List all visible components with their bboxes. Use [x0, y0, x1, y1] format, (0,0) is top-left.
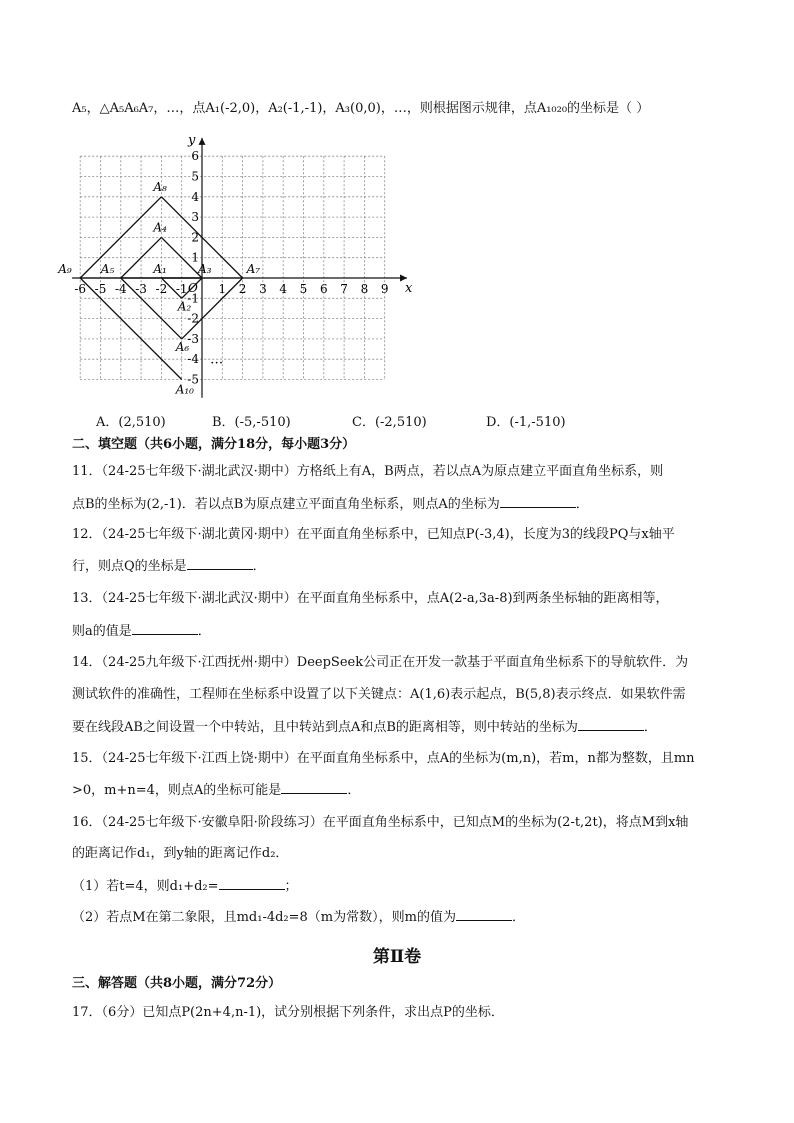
option-b: B．(-5,-510) — [212, 415, 291, 430]
x-tick-label: 4 — [279, 282, 288, 296]
y-tick-label: 5 — [191, 169, 199, 184]
y-tick-label: 3 — [191, 210, 199, 225]
question-intro-line: A₅，△A₅A₆A₇，…，点A₁(-2,0)，A₂(-1,-1)，A₃(0,0)，…，则根据图示规律，点A₁₀₂₀的坐标是（ ） — [72, 101, 650, 116]
point-label: A₈ — [153, 179, 167, 194]
point-label: A₇ — [246, 262, 261, 276]
option-c: C．(-2,510) — [352, 415, 427, 430]
ellipsis-label: … — [210, 352, 224, 368]
q16-sub1-text: （1）若t=4，则d₁+d₂= — [72, 879, 219, 894]
section2-heading: 二、填空题（共6小题，满分18分，每小题3分） — [72, 437, 356, 452]
q11-line1: 11．（24-25七年级下·湖北武汉·期中）方格纸上有A，B两点，若以点A为原点建立平面直角坐标系，则 — [72, 464, 664, 479]
q13-line2 — [72, 621, 211, 641]
q11-end: ． — [575, 497, 589, 512]
origin-label: O — [188, 281, 198, 295]
q13-end: ． — [197, 624, 211, 639]
q16-sub1-answer-blank[interactable] — [219, 876, 285, 890]
x-tick-label: -3 — [135, 282, 147, 296]
q16-sub1 — [72, 876, 298, 896]
section3-heading: 三、解答题（共8小题，满分72分） — [72, 976, 282, 991]
x-tick-label: 8 — [360, 282, 369, 296]
x-tick-label: -2 — [155, 282, 168, 296]
q11-answer-blank[interactable] — [500, 494, 576, 508]
y-tick-label: 4 — [191, 189, 199, 204]
triangle-edge — [121, 278, 182, 339]
q15-line2 — [72, 780, 360, 800]
y-tick-label: 2 — [191, 230, 199, 245]
point-label: A₃ — [198, 262, 212, 276]
x-tick-label: 1 — [218, 282, 227, 296]
y-axis-arrow — [199, 138, 206, 145]
q12-line2 — [72, 556, 266, 576]
x-tick-label: 3 — [259, 282, 267, 296]
q16-sub2-end: ． — [511, 910, 525, 925]
x-tick-label: -5 — [94, 282, 107, 296]
y-tick-label: 6 — [191, 149, 199, 164]
point-label: A₁ — [153, 262, 167, 276]
x-tick-label: 5 — [299, 282, 308, 296]
x-tick-label: -1 — [175, 282, 188, 296]
y-tick-label: 1 — [191, 250, 199, 265]
q16-sub1-end: ； — [284, 879, 298, 894]
q14-text: 要在线段AB之间设置一个中转站，且中转站到点A和点B的距离相等，则中转站的坐标为 — [72, 720, 578, 735]
x-tick-label: 6 — [319, 282, 328, 296]
y-tick-label: -4 — [187, 352, 199, 367]
option-d: D．(-1,-510) — [486, 415, 566, 430]
x-axis-label: x — [405, 281, 413, 296]
y-tick-label: -3 — [187, 331, 199, 346]
q11-line2 — [72, 494, 589, 514]
q15-end: ． — [347, 783, 361, 798]
point-label: A₁₀ — [175, 382, 194, 397]
x-tick-label: -6 — [74, 282, 87, 296]
q15-text: >0，m+n=4，则点A的坐标可能是 — [72, 783, 282, 798]
point-label: A₄ — [153, 220, 167, 235]
q14-answer-blank[interactable] — [578, 717, 644, 731]
coordinate-figure — [58, 128, 426, 403]
q13-text: 则a的值是 — [72, 624, 132, 639]
y-tick-label: -2 — [187, 311, 199, 326]
point-label: A₂ — [177, 299, 192, 314]
q16-sub2-text: （2）若点M在第二象限，且md₁-4d₂=8（m为常数），则m的值为 — [72, 910, 456, 925]
x-tick-label: 2 — [238, 282, 247, 296]
q14-line3 — [72, 717, 657, 737]
q12-answer-blank[interactable] — [187, 556, 253, 570]
q14-end: ． — [643, 720, 657, 735]
q13-answer-blank[interactable] — [132, 621, 198, 635]
q12-text: 行，则点Q的坐标是 — [72, 559, 187, 574]
q11-text: 点B的坐标为(2,-1)．若以点B为原点建立平面直角坐标系，则点A的坐标为 — [72, 497, 500, 512]
q13-line1: 13．（24-25七年级下·湖北武汉·期中）在平面直角坐标系中，点A(2-a,3a-8)到两条坐标轴的距离相等， — [72, 591, 669, 606]
q12-line1: 12．（24-25七年级下·湖北黄冈·期中）在平面直角坐标系中，已知点P(-3,4)，长度为3的线段PQ与x轴平 — [72, 527, 675, 542]
q16-sub2 — [72, 907, 525, 927]
q16-line1: 16．（24-25七年级下·安徽阜阳·阶段练习）在平面直角坐标系中，已知点M的坐标为(2-t,2t)，将点M到x轴 — [72, 815, 689, 830]
x-tick-label: -4 — [114, 282, 127, 296]
point-label: A₅ — [100, 262, 115, 276]
part2-title: 第Ⅱ卷 — [372, 947, 422, 967]
q16-sub2-answer-blank[interactable] — [456, 907, 512, 921]
option-a: A．(2,510) — [96, 415, 166, 430]
point-label: A₆ — [175, 339, 190, 354]
q15-line1: 15．（24-25七年级下·江西上饶·期中）在平面直角坐标系中，点A的坐标为(m,n)，若m，n都为整数，且mn — [72, 751, 695, 766]
y-axis-label: y — [188, 132, 196, 148]
q15-answer-blank[interactable] — [281, 780, 347, 794]
y-tick-label: -1 — [187, 291, 199, 306]
point-label: A₉ — [58, 262, 72, 276]
q14-line1: 14．（24-25九年级下·江西抚州·期中）DeepSeek公司正在开发一款基于平面直角坐标系下的导航软件．为 — [72, 655, 689, 670]
x-tick-label: 7 — [340, 282, 348, 296]
q16-line2: 的距离记作d₁，到y轴的距离记作d₂． — [72, 846, 289, 861]
q12-end: ． — [252, 559, 266, 574]
y-tick-label: -5 — [187, 372, 199, 387]
q14-line2: 测试软件的准确性，工程师在坐标系中设置了以下关键点：A(1,6)表示起点，B(5,8)表示终点．如果软件需 — [72, 687, 686, 702]
q17-text: 17．（6分）已知点P(2n+4,n-1)，试分别根据下列条件，求出点P的坐标． — [72, 1005, 504, 1020]
x-tick-label: 9 — [380, 282, 389, 296]
